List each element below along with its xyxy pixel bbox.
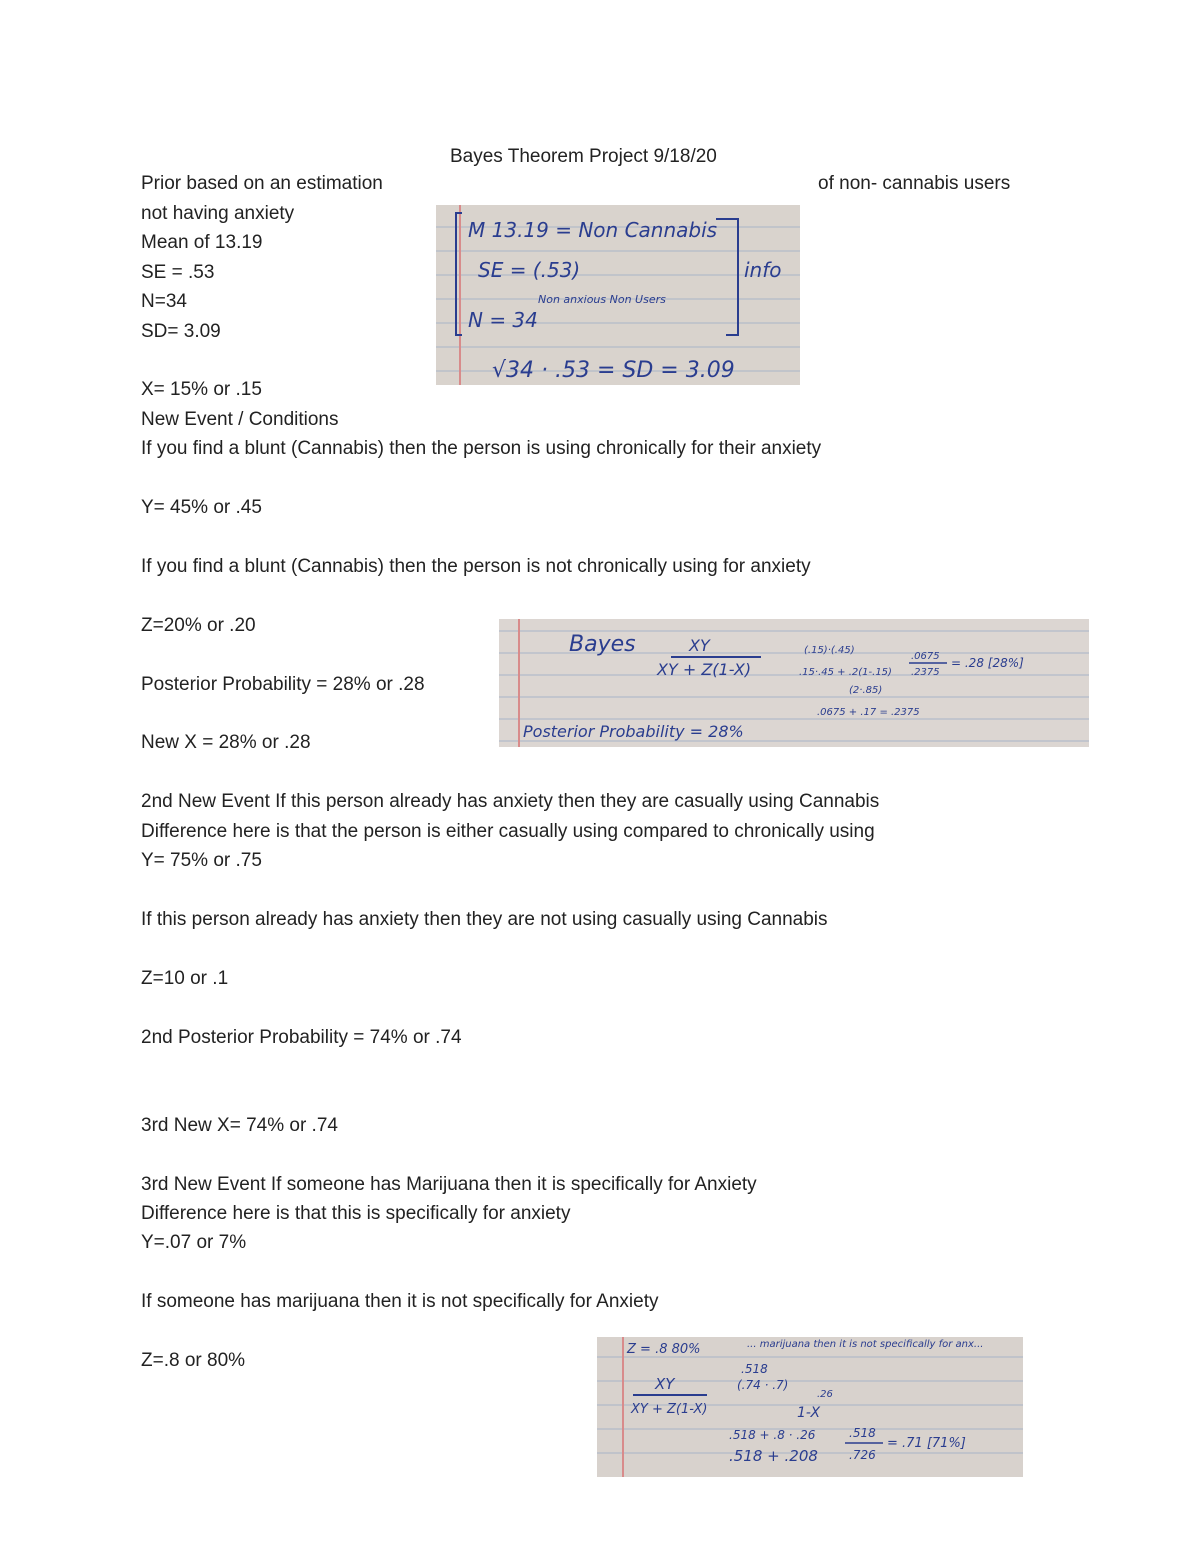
third-note-result: = .71 [71%] xyxy=(887,1436,966,1451)
event3-condition: 3rd New Event If someone has Marijuana then it is specifically for Anxiety xyxy=(141,1174,757,1195)
event2-not-condition: If this person already has anxiety then they are not using casually using Cannabis xyxy=(141,909,828,930)
third-note-sum1: .518 + .8 · .26 xyxy=(729,1428,816,1442)
stats-note-line3b: Non anxious Non Users xyxy=(538,293,666,306)
n-value: N=34 xyxy=(141,291,187,312)
third-note-photo xyxy=(597,1337,1023,1477)
event3-difference: Difference here is that this is specifically for anxiety xyxy=(141,1203,571,1224)
prior-line-continued: of non- cannabis users xyxy=(818,173,1011,194)
bayes-calc4: .0675 + .17 = .2375 xyxy=(817,707,920,718)
prior-line: Prior based on an estimation xyxy=(141,173,383,194)
event2-new-x: 3rd New X= 74% or .74 xyxy=(141,1115,338,1136)
page-title: Bayes Theorem Project 9/18/20 xyxy=(450,146,717,167)
event2-difference: Difference here is that the person is either casually using compared to chronically using xyxy=(141,821,875,842)
third-note-z: Z = .8 80% xyxy=(627,1342,701,1357)
bayes-denominator: XY + Z(1-X) xyxy=(657,660,752,679)
third-note-formula: XY + Z(1-X) xyxy=(631,1402,708,1417)
third-note-sum2: .518 + .208 xyxy=(729,1447,818,1465)
bayes-numerator: XY xyxy=(689,636,710,655)
bayes-ratio-bottom: .2375 xyxy=(911,667,940,678)
event1-z: Z=20% or .20 xyxy=(141,615,256,636)
event2-posterior: 2nd Posterior Probability = 74% or .74 xyxy=(141,1027,462,1048)
bayes-ratio-top: .0675 xyxy=(911,651,940,662)
event1-new-x: New X = 28% or .28 xyxy=(141,732,311,753)
third-note-ratio-bottom: .726 xyxy=(849,1448,876,1462)
event1-y: Y= 45% or .45 xyxy=(141,497,262,518)
event1-condition: If you find a blunt (Cannabis) then the person is using chronically for their anxiety xyxy=(141,438,822,459)
prior-line-2: not having anxiety xyxy=(141,203,295,224)
stats-note-side: info xyxy=(744,258,782,282)
event3-not-condition: If someone has marijuana then it is not specifically for Anxiety xyxy=(141,1291,659,1312)
stats-note-line2: SE = (.53) xyxy=(478,258,581,282)
third-note-calc1: (.74 · .7) xyxy=(737,1378,789,1392)
event1-heading: New Event / Conditions xyxy=(141,409,339,430)
event3-y: Y=.07 or 7% xyxy=(141,1232,247,1253)
third-note-calc2: .518 xyxy=(741,1362,768,1376)
event2-condition: 2nd New Event If this person already has anxiety then they are casually using Cannabis xyxy=(141,791,880,812)
third-note-one-minus: 1-X xyxy=(797,1405,821,1421)
bayes-result: = .28 [28%] xyxy=(951,656,1024,670)
bayes-calc1: (.15)·(.45) xyxy=(804,645,855,656)
event1-not-condition: If you find a blunt (Cannabis) then the person is not chronically using for anxiety xyxy=(141,556,811,577)
third-note-val26: .26 xyxy=(817,1389,833,1400)
event2-y: Y= 75% or .75 xyxy=(141,850,262,871)
bayes-note-photo xyxy=(499,619,1089,747)
stats-note-line1: M 13.19 = Non Cannabis xyxy=(468,218,718,242)
x-value: X= 15% or .15 xyxy=(141,379,262,400)
se-value: SE = .53 xyxy=(141,262,215,283)
bayes-posterior: Posterior Probability = 28% xyxy=(523,722,744,741)
event3-z: Z=.8 or 80% xyxy=(141,1350,246,1371)
third-note-ratio-top: .518 xyxy=(849,1426,876,1440)
bayes-label: Bayes xyxy=(569,632,636,657)
bayes-calc2: .15·.45 + .2(1-.15) xyxy=(799,667,892,678)
event1-posterior: Posterior Probability = 28% or .28 xyxy=(141,674,425,695)
bayes-calc3: (2·.85) xyxy=(849,685,883,696)
sd-value: SD= 3.09 xyxy=(141,321,221,342)
event2-z: Z=10 or .1 xyxy=(141,968,229,989)
mean-value: Mean of 13.19 xyxy=(141,232,263,253)
stats-note-photo xyxy=(436,205,800,385)
third-note-top: ... marijuana then it is not specifically for anx... xyxy=(747,1339,984,1350)
stats-note-line3: N = 34 xyxy=(468,308,538,332)
third-note-xy: XY xyxy=(655,1375,675,1393)
stats-note-line4: √34 · .53 = SD = 3.09 xyxy=(492,358,735,383)
